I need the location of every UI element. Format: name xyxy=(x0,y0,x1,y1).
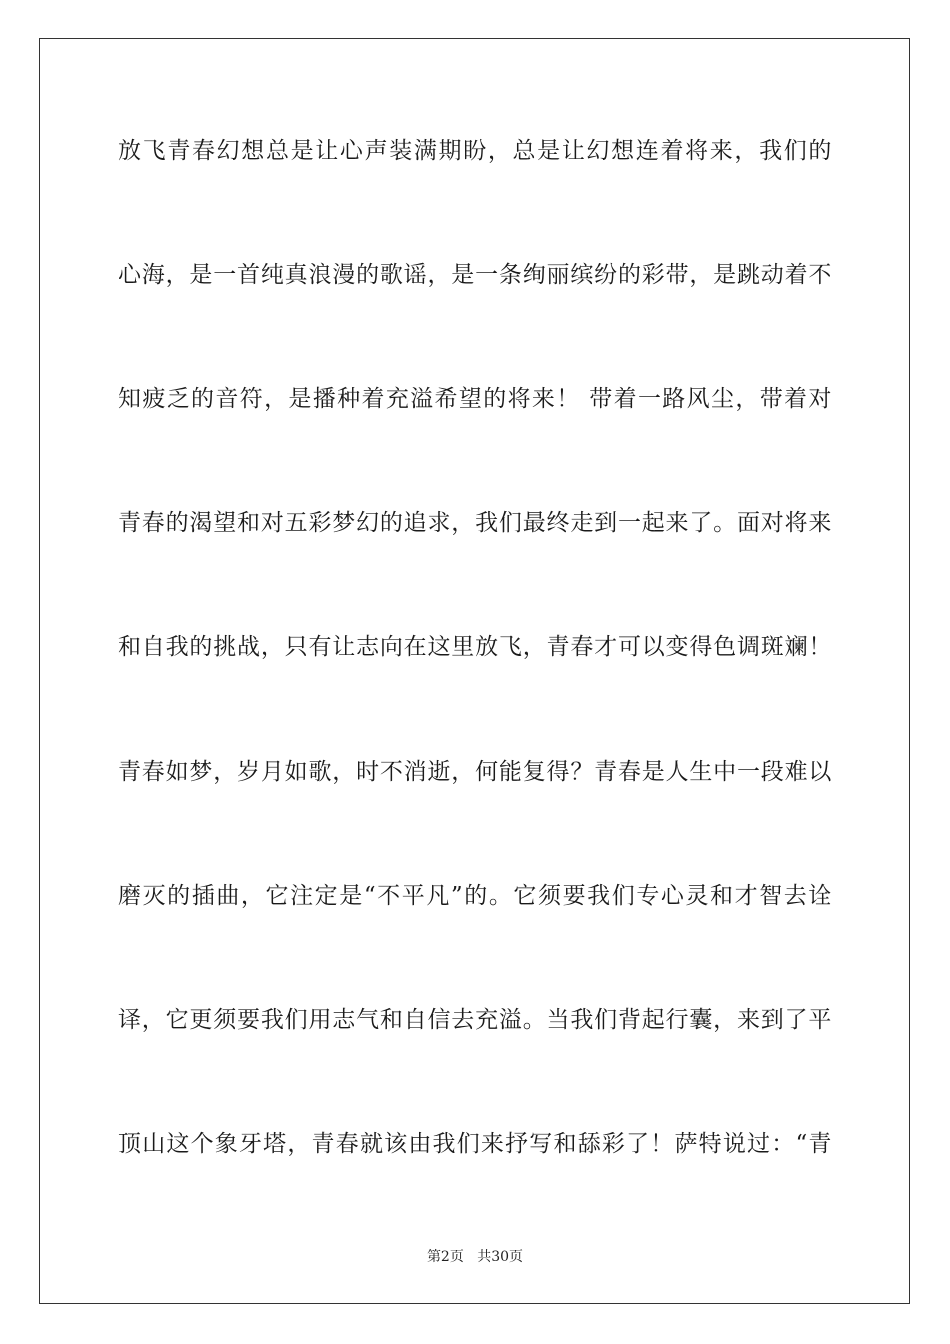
text-line: 心海，是一首纯真浪漫的歌谣，是一条绚丽缤纷的彩带，是跳动着不 xyxy=(118,262,832,288)
text-line: 青春如梦，岁月如歌，时不消逝，何能复得？青春是人生中一段难以 xyxy=(118,759,832,785)
page-total: 共30页 xyxy=(477,1249,524,1265)
page-frame xyxy=(39,38,910,1304)
text-line: 译，它更须要我们用志气和自信去充溢。当我们背起行囊，来到了平 xyxy=(118,1007,832,1033)
text-line: 和自我的挑战，只有让志向在这里放飞，青春才可以变得色调斑斓！ xyxy=(118,634,832,660)
page-footer xyxy=(0,1248,950,1266)
page-number: 第2页 xyxy=(426,1249,464,1265)
text-line: 知疲乏的音符，是播种着充溢希望的将来！ 带着一路风尘，带着对 xyxy=(118,386,832,412)
text-line: 磨灭的插曲，它注定是“不平凡”的。它须要我们专心灵和才智去诠 xyxy=(118,883,832,909)
text-line: 顶山这个象牙塔，青春就该由我们来抒写和舔彩了！萨特说过：“青 xyxy=(118,1131,832,1157)
text-line: 放飞青春幻想总是让心声装满期盼，总是让幻想连着将来，我们的 xyxy=(118,138,832,164)
text-line: 青春的渴望和对五彩梦幻的追求，我们最终走到一起来了。面对将来 xyxy=(118,510,832,536)
